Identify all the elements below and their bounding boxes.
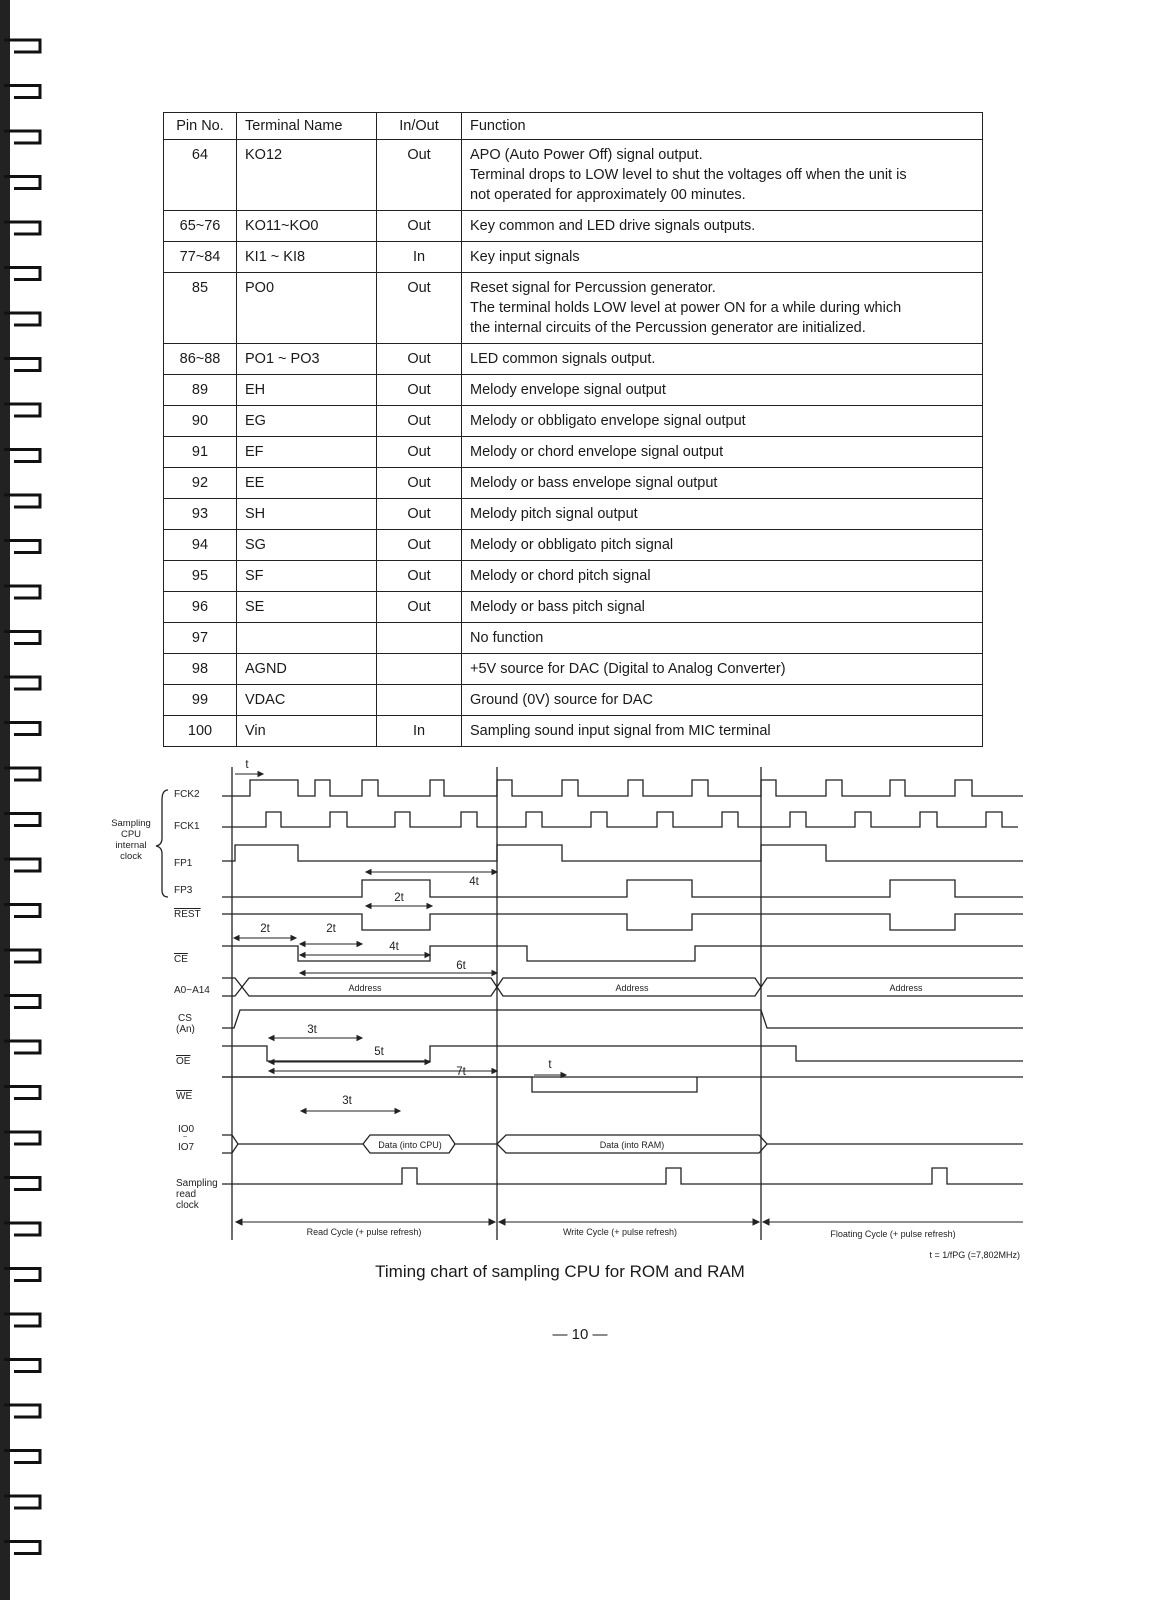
- function-line: +5V source for DAC (Digital to Analog Converter): [470, 661, 786, 677]
- terminal-name-cell: SF: [237, 561, 377, 592]
- header-pin-no: Pin No.: [164, 113, 237, 140]
- interval-ce-2t-b: 2t: [326, 923, 336, 935]
- function-line: Melody envelope signal output: [470, 382, 666, 398]
- group-label-line-3: internal: [115, 840, 147, 851]
- interval-fp3-4t: 4t: [469, 876, 479, 888]
- in-out-cell: Out: [377, 406, 462, 437]
- signal-fck2: FCK2: [174, 789, 200, 800]
- clock-frequency-note: t = 1/fPG (=7,802MHz): [929, 1250, 1020, 1260]
- pin-number-cell: 89: [164, 375, 237, 406]
- function-line: No function: [470, 630, 544, 646]
- function-line: Reset signal for Percussion generator.: [470, 280, 716, 296]
- terminal-name-cell: Vin: [237, 716, 377, 747]
- in-out-cell: Out: [377, 592, 462, 623]
- in-out-cell: Out: [377, 375, 462, 406]
- function-line: Melody or bass envelope signal output: [470, 475, 718, 491]
- terminal-name-cell: KO11~KO0: [237, 211, 377, 242]
- address-label-read: Address: [348, 983, 382, 993]
- pin-number-cell: 86~88: [164, 344, 237, 375]
- signal-rest: REST: [174, 909, 201, 920]
- header-in-out: In/Out: [377, 113, 462, 140]
- interval-ce-4t: 4t: [389, 941, 399, 953]
- function-line: Melody or bass pitch signal: [470, 599, 645, 615]
- address-label-write: Address: [615, 983, 649, 993]
- header-terminal-name: Terminal Name: [237, 113, 377, 140]
- in-out-cell: Out: [377, 211, 462, 242]
- page-number: — 10 —: [552, 1326, 608, 1343]
- pin-number-cell: 100: [164, 716, 237, 747]
- terminal-name-cell: PO1 ~ PO3: [237, 344, 377, 375]
- header-function: Function: [462, 113, 983, 140]
- function-line: Terminal drops to LOW level to shut the voltages off when the unit is: [470, 167, 907, 183]
- function-line: Melody or chord envelope signal output: [470, 444, 724, 460]
- read-cycle-label: Read Cycle (+ pulse refresh): [306, 1227, 422, 1237]
- terminal-name-cell: EF: [237, 437, 377, 468]
- pin-number-cell: 93: [164, 499, 237, 530]
- function-line: APO (Auto Power Off) signal output.: [470, 147, 703, 163]
- function-line: not operated for approximately 00 minutes.: [470, 187, 746, 203]
- signal-ce: CE: [174, 954, 188, 965]
- pin-number-cell: 65~76: [164, 211, 237, 242]
- terminal-name-cell: KI1 ~ KI8: [237, 242, 377, 273]
- function-line: Ground (0V) source for DAC: [470, 692, 653, 708]
- terminal-name-cell: SH: [237, 499, 377, 530]
- in-out-cell: Out: [377, 140, 462, 211]
- signal-oe: OE: [176, 1056, 191, 1067]
- pin-number-cell: 85: [164, 273, 237, 344]
- signal-fck1: FCK1: [174, 821, 200, 832]
- in-out-cell: Out: [377, 344, 462, 375]
- interval-rest-2t: 2t: [394, 892, 404, 904]
- pin-number-cell: 77~84: [164, 242, 237, 273]
- function-line: Melody pitch signal output: [470, 506, 638, 522]
- interval-oe-3t: 3t: [307, 1024, 317, 1036]
- in-out-cell: Out: [377, 499, 462, 530]
- signal-we: WE: [176, 1091, 193, 1102]
- interval-ce-6t: 6t: [456, 960, 466, 972]
- in-out-cell: Out: [377, 530, 462, 561]
- signal-io0: IO0: [178, 1124, 195, 1135]
- terminal-name-cell: SG: [237, 530, 377, 561]
- signal-fp1: FP1: [174, 858, 193, 869]
- function-line: the internal circuits of the Percussion generator are initialized.: [470, 320, 866, 336]
- pin-number-cell: 96: [164, 592, 237, 623]
- pin-number-cell: 90: [164, 406, 237, 437]
- signal-fp3: FP3: [174, 885, 193, 896]
- pin-number-cell: 95: [164, 561, 237, 592]
- terminal-name-cell: KO12: [237, 140, 377, 211]
- floating-cycle-label: Floating Cycle (+ pulse refresh): [830, 1229, 956, 1239]
- function-line: Melody or chord pitch signal: [470, 568, 651, 584]
- function-line: The terminal holds LOW level at power ON for a while during which: [470, 300, 902, 316]
- signal-sampling-read-clock-2: read: [176, 1189, 197, 1200]
- pin-number-cell: 99: [164, 685, 237, 716]
- group-label-line-1: Sampling: [111, 818, 151, 829]
- interval-ce-2t-a: 2t: [260, 923, 270, 935]
- group-label-line-2: CPU: [120, 829, 142, 840]
- function-line: Sampling sound input signal from MIC terminal: [470, 723, 771, 739]
- interval-oe-7t: 7t: [456, 1066, 466, 1078]
- pin-number-cell: 94: [164, 530, 237, 561]
- terminal-name-cell: AGND: [237, 654, 377, 685]
- signal-cs-an: (An): [176, 1024, 195, 1035]
- in-out-cell: In: [377, 716, 462, 747]
- pin-number-cell: 97: [164, 623, 237, 654]
- pin-number-cell: 64: [164, 140, 237, 211]
- signal-sampling-read-clock-3: clock: [176, 1200, 199, 1211]
- group-label-line-4: clock: [120, 851, 142, 862]
- signal-io7: IO7: [178, 1142, 195, 1153]
- terminal-name-cell: EE: [237, 468, 377, 499]
- terminal-name-cell: EG: [237, 406, 377, 437]
- pin-number-cell: 98: [164, 654, 237, 685]
- terminal-name-cell: PO0: [237, 273, 377, 344]
- function-line: LED common signals output.: [470, 351, 656, 367]
- signal-io-range-mark: ~: [183, 1134, 188, 1141]
- function-line: Melody or obbligato pitch signal: [470, 537, 674, 553]
- pin-number-cell: 92: [164, 468, 237, 499]
- data-into-ram-label: Data (into RAM): [599, 1140, 665, 1150]
- terminal-name-cell: EH: [237, 375, 377, 406]
- function-line: Melody or obbligato envelope signal output: [470, 413, 746, 429]
- address-label-floating: Address: [889, 983, 923, 993]
- interval-oe-5t: 5t: [374, 1046, 384, 1058]
- in-out-cell: In: [377, 242, 462, 273]
- data-into-cpu-label: Data (into CPU): [378, 1140, 442, 1150]
- function-line: Key common and LED drive signals outputs.: [470, 218, 756, 234]
- interval-write-t: t: [548, 1059, 552, 1071]
- figure-caption: Timing chart of sampling CPU for ROM and RAM: [375, 1262, 745, 1281]
- in-out-cell: Out: [377, 273, 462, 344]
- signal-address: A0~A14: [174, 985, 210, 996]
- interval-we-3t: 3t: [342, 1095, 352, 1107]
- signal-sampling-read-clock-1: Sampling: [176, 1178, 218, 1189]
- in-out-cell: Out: [377, 468, 462, 499]
- terminal-name-cell: SE: [237, 592, 377, 623]
- function-line: Key input signals: [470, 249, 580, 265]
- interval-t: t: [245, 759, 249, 771]
- pin-number-cell: 91: [164, 437, 237, 468]
- terminal-name-cell: VDAC: [237, 685, 377, 716]
- write-cycle-label: Write Cycle (+ pulse refresh): [562, 1227, 678, 1237]
- signal-cs: CS: [178, 1013, 192, 1024]
- in-out-cell: Out: [377, 437, 462, 468]
- in-out-cell: Out: [377, 561, 462, 592]
